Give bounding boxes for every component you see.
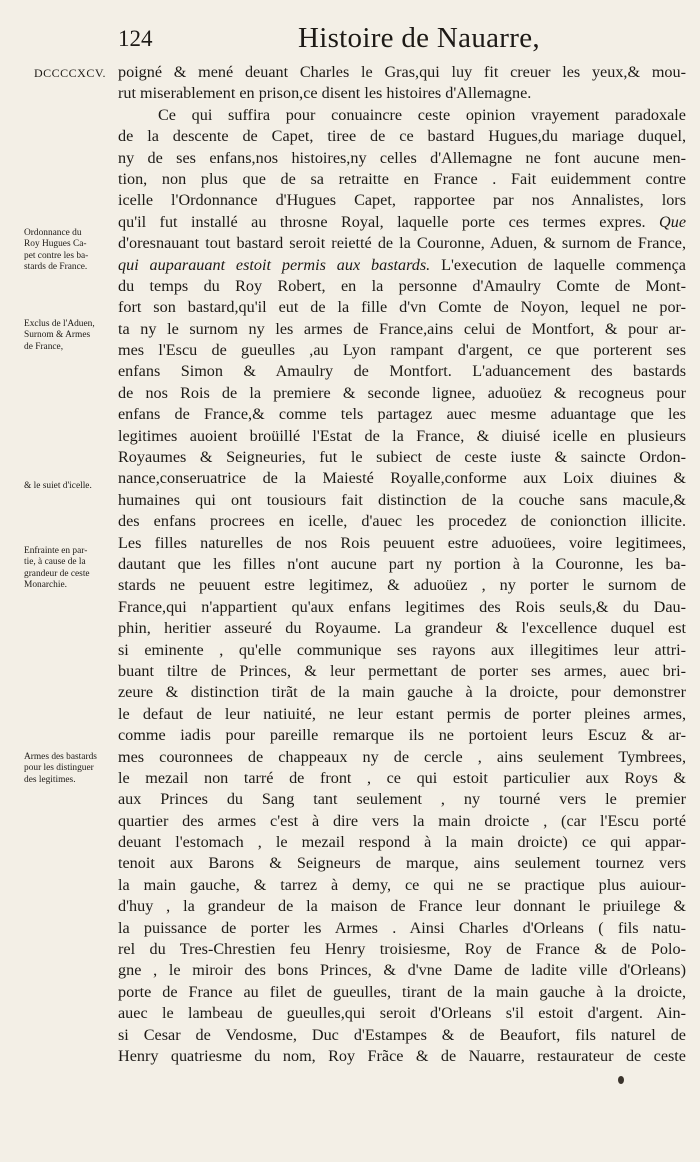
text-line: ny de ses enfans,nos histoires,ny celles d'Allemagne ne font aucune men- — [118, 148, 686, 167]
text-line: poigné & mené deuant Charles le Gras,qui luy fit creuer les yeux,& mou- — [118, 63, 686, 81]
margin-note-enfrainte — [24, 546, 118, 592]
text-line: de nos Rois de la premiere & seconde lignee, aduoüez & recogneus pour — [118, 383, 686, 402]
margin-note-line: Exclus de l'Aduen, — [24, 319, 95, 329]
text-line: quartier des armes c'est à dire vers la main droicte , (car l'Escu porté — [118, 811, 686, 830]
text-line — [118, 212, 686, 233]
text-line: rel du Tres-Chrestien feu Henry troisiesme, Roy de France & de Polo- — [118, 940, 686, 959]
text-line: buant tiltre de Princes, & leur permettant de porter ses armes, auec bri- — [118, 661, 686, 680]
text-line: comme iadis pour pareille remarque ils ne portoient leurs Escuz & ar- — [118, 726, 686, 745]
text-line: humaines qui ont tousiours fait distinction de la couche sans macule,& — [118, 490, 686, 509]
text-segment: qu'il fut installé au throsne Royal, laquelle porte ces termes expres. — [118, 212, 646, 231]
text-line: stards ne peuuent estre legitimez, & aduoüez , ny porter le surnom de — [118, 576, 686, 595]
year-mark: DCCCCXCV. — [34, 66, 106, 80]
margin-note-line: Roy Hugues Ca- — [24, 239, 87, 250]
text-line: la puissance de porter les Armes . Ainsi Charles d'Orleans ( fils natu- — [118, 918, 686, 937]
text-line: la main gauche, & tarrez à demy, ce qui ne se practique plus auiour- — [118, 875, 686, 894]
margin-note-line: des legitimes. — [24, 774, 76, 785]
margin-note-line: pet contre les ba- — [24, 250, 89, 261]
text-line: rut miserablement en prison,ce disent les histoires d'Allemagne. — [118, 84, 532, 103]
text-line: Les filles naturelles de nos Rois peuuent estre aduoüees, voire legitimees, — [118, 533, 686, 552]
text-line: Henry quatriesme du nom, Roy Frãce & de Nauarre, restaurateur de ceste — [118, 1046, 686, 1065]
text-line: le mezail non tarré de front , ce qui estoit particulier aux Roys & — [118, 768, 686, 787]
text-line: du temps du Roy Robert, en la personne d'Amaulry Comte de Mont- — [118, 276, 686, 295]
margin-note-armes — [24, 752, 118, 786]
margin-note-line: de France, — [24, 341, 64, 352]
margin-note-line: Enfrainte en par- — [24, 546, 88, 556]
text-line: de la descente de Capet, tiree de ce bastard Hugues,du mariage duquel, — [118, 127, 686, 146]
text-line: tenoit aux Barons & Seigneurs de marque, ains seulement tournez vers — [118, 854, 686, 873]
margin-note-line: tie, à cause de la — [24, 557, 86, 568]
margin-note-line: Armes des bastards — [24, 752, 97, 762]
text-line: des enfans procrees en icelle, d'auec les procedez de conionction illicite. — [118, 512, 686, 531]
quoted-ordinance-line: d'oresnauant tout bastard seroit reietté de la Couronne, Aduen, & surnom de France, — [118, 234, 686, 253]
text-line: France,qui n'appartient qu'aux enfans legitimes des Rois seuls,& du Dau- — [118, 597, 686, 616]
text-line: enfans Simon & Amaulry de Montfort. L'aduancement des bastards — [118, 362, 686, 381]
margin-note-suiet — [24, 481, 118, 492]
text-line: ta ny le surnom ny les armes de France,ains celui de Montfort, & pour ar- — [118, 319, 686, 338]
text-line: dautant que les filles n'ont aucune part ny portion à la Couronne, les ba- — [118, 554, 686, 573]
text-line: Royaumes & Seigneuries, fut le subiect de ceste iuste & saincte Ordon- — [118, 448, 686, 467]
margin-note-line: Surnom & Armes — [24, 330, 91, 341]
text-line — [118, 255, 686, 276]
running-title: Histoire de Nauarre, — [298, 22, 540, 54]
margin-note-ordonnance — [24, 228, 118, 274]
margin-note-exclus — [24, 319, 118, 353]
margin-note-line: & le suiet d'icelle. — [24, 481, 92, 491]
margin-note-line: grandeur de ceste — [24, 568, 90, 579]
text-line: mes couronnees de chappeaux ny de cercle , ains seulement Tymbrees, — [118, 747, 686, 766]
margin-note-line: pour les distinguer — [24, 763, 94, 774]
text-line: gne , le miroir des bons Princes, & d'vne Dame de ladite ville d'Orleans) — [118, 961, 686, 980]
text-line: legitimes auoient broüillé l'Estat de la France, & diuisé icelle en plusieurs — [118, 426, 686, 445]
ink-speck — [618, 1076, 624, 1084]
text-line: porte de France au filet de gueulles, tirant de la main gauche à la droicte, — [118, 982, 686, 1001]
quote-start: Que — [659, 212, 686, 231]
text-line: deuant l'estomach , le mezail respond à la main droicte) ce qui appar- — [118, 833, 686, 852]
page-header — [0, 22, 700, 62]
text-line: mes l'Escu de gueulles ,au Lyon rampant d'argent, ce que porterent ses — [118, 341, 686, 360]
text-line: aux Princes du Sang tant seulement , ny tourné vers le premier — [118, 790, 686, 809]
page-number: 124 — [118, 26, 153, 51]
text-line: enfans de France,& comme tels partagez auec mesme aduantage que les — [118, 405, 686, 424]
main-text — [118, 62, 686, 1067]
text-line: zeure & distinction tirãt de la main gauche à la droicte, pour demonstrer — [118, 683, 686, 702]
text-line: nance,conseruatrice de la Maiesté Royalle,conforme aux Loix diuines & — [118, 469, 686, 488]
text-segment: L'execution de laquelle commença — [441, 255, 686, 274]
text-line: auec le lambeau de gueulles,qui seroit d'Orleans s'il estoit d'argent. Ain- — [118, 1004, 686, 1023]
text-line: si eminente , qu'elle communique ses rayons aux illegitimes leur attri- — [118, 640, 686, 659]
text-line: phin, heritier asseuré du Royaume. La grandeur & l'excellence duquel est — [118, 619, 686, 638]
text-line: si Cesar de Vendosme, Duc d'Estampes & de Beaufort, fils naturel de — [118, 1025, 686, 1044]
text-line: le defaut de leur natiuité, ne leur estant permis de porter pleines armes, — [118, 704, 686, 723]
text-line: tion, non plus que de sa retraitte en France . Fait euidemment contre — [118, 169, 686, 188]
text-line: d'huy , la grandeur de la maison de France leur donnant le priuilege & — [118, 897, 686, 916]
quoted-ordinance-end: qui auparauant estoit permis aux bastards. — [118, 255, 431, 274]
text-line: Ce qui suffira pour conuaincre ceste opinion vrayement paradoxale — [158, 105, 686, 124]
text-line: icelle l'Ordonnance d'Hugues Capet, rapportee par nos Annalistes, lors — [118, 191, 686, 210]
text-line: fort son bastard,qu'il eut de la fille d'vn Comte de Noyon, lequel ne por- — [118, 298, 686, 317]
margin-note-line: stards de France. — [24, 262, 88, 273]
margin-note-line: Ordonnance du — [24, 228, 82, 238]
margin-note-line: Monarchie. — [24, 580, 67, 591]
